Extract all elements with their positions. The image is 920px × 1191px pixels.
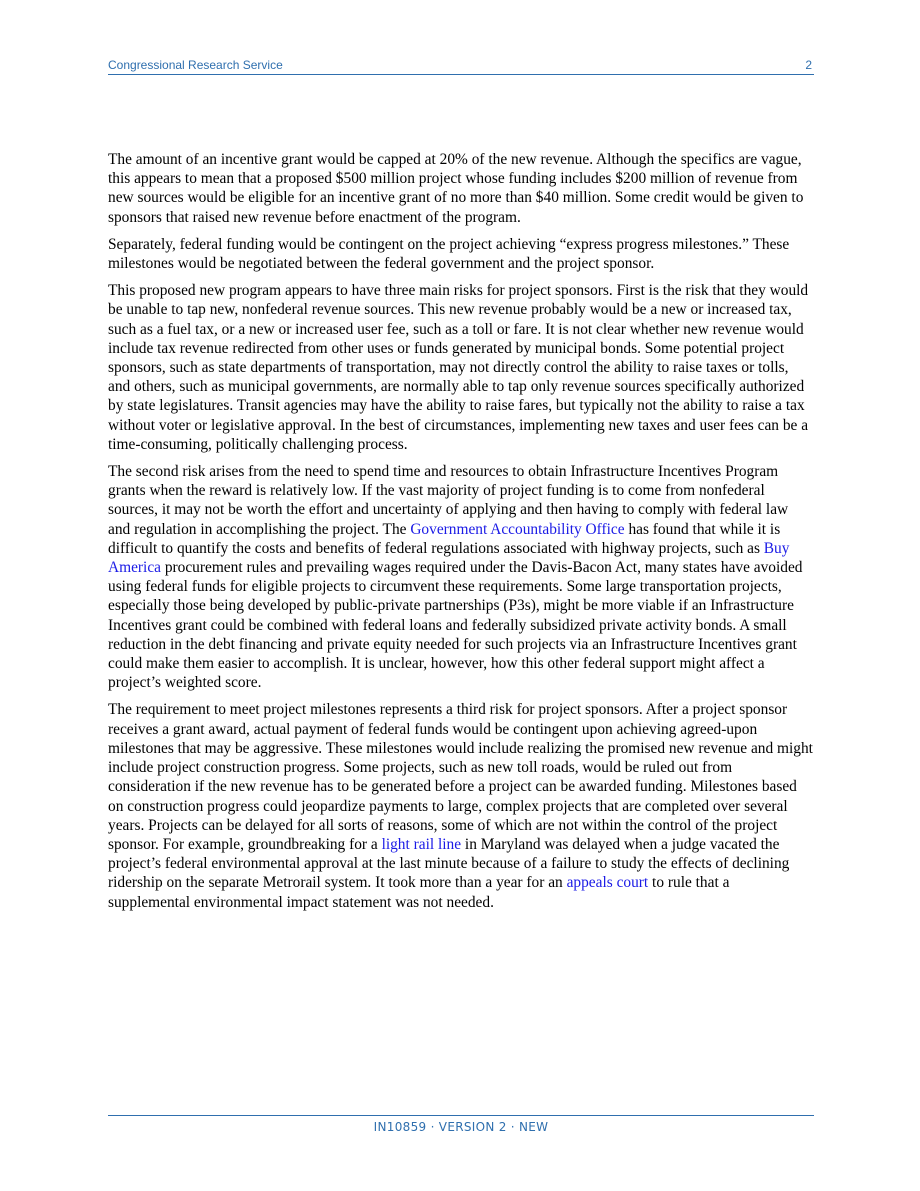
footer-document-id: IN10859 · VERSION 2 · NEW [373, 1120, 549, 1134]
paragraph-text: in Maryland was delayed when a judge vacated the project’s federal environmental approval at the last minute because of a failure to study the effects of declining ridership on the separate Metrorail system. It took more than a year for an [108, 835, 790, 892]
link-light-rail-line[interactable]: light rail line [381, 835, 462, 853]
paragraph-incentive-grant-cap: The amount of an incentive grant would be capped at 20% of the new revenue. Although the specifics are vague, this appears to mean that a proposed $500 million project whose funding includes $200 million of revenue from new sources would be eligible for an incentive grant of no more than $40 million. Some credit would be given to sponsors that raised new revenue before enactment of the program. [108, 151, 804, 226]
paragraph-text: has found that while it is difficult to quantify the costs and benefits of federal regulations associated with highway projects, such as [108, 520, 781, 557]
paragraph-progress-milestones: Separately, federal funding would be contingent on the project achieving “express progress milestones.” These milestones would be negotiated between the federal government and the project sponsor. [108, 235, 790, 273]
link-government-accountability-office[interactable]: Government Accountability Office [410, 520, 625, 538]
paragraph-second-risk [108, 462, 814, 692]
header-page-number: 2 [805, 58, 812, 72]
paragraph-first-risk: This proposed new program appears to have three main risks for project sponsors. First is the risk that they would be unable to tap new, nonfederal revenue sources. This new revenue probably would be a new or increased tax, such as a fuel tax, or a new or increased user fee, such as a toll or fare. It is not clear whether new revenue would include tax revenue redirected from other uses or funds generated by municipal bonds. Some potential project sponsors, such as state departments of transportation, may not directly control the ability to raise taxes or tolls, and others, such as municipal governments, are normally able to tap only revenue sources specifically authorized by state legislatures. Transit agencies may have the ability to raise fares, but typically not the ability to raise a tax without voter or legislative approval. In the best of circumstances, implementing new taxes and user fees can be a time-consuming, politically challenging process. [108, 282, 809, 453]
paragraph-text: The requirement to meet project milestones represents a third risk for project sponsors. After a project sponsor receives a grant award, actual payment of federal funds would be contingent upon achieving agreed-upon milestones that may be aggressive. These milestones would include realizing the promised new revenue and might include project construction progress. Some projects, such as new toll roads, would be ruled out from consideration if the new revenue has to be generated before a project can be awarded funding. Milestones based on construction progress could jeopardize payments to large, complex projects that are completed over several years. Projects can be delayed for all sorts of reasons, some of which are not within the control of the project sponsor. For example, groundbreaking for a [108, 701, 813, 853]
link-appeals-court[interactable]: appeals court [566, 874, 649, 892]
link-buy-america[interactable]: Buy America [108, 539, 790, 577]
paragraph-text: procurement rules and prevailing wages required under the Davis-Bacon Act, many states have avoided using federal funds for eligible projects to circumvent these requirements. Some large transportation projects, especially those being developed by public-private partnerships (P3s), might be more viable if an Infrastructure Incentives grant could be combined with federal loans and federally subsidized private activity bonds. A small reduction in the debt financing and private equity needed for such projects via an Infrastructure Incentives grant could make them easier to accomplish. It is unclear, however, how this other federal support might affect a project’s weighted score. [108, 559, 803, 692]
page-footer [108, 1115, 814, 1134]
paragraph-text: The second risk arises from the need to spend time and resources to obtain Infrastructure Incentives Program grants when the reward is relatively low. If the vast majority of project funding is to come from nonfederal sources, it may not be worth the effort and uncertainty of applying and then having to comply with federal law and regulation in accomplishing the project. The [108, 463, 789, 538]
paragraph-third-risk [108, 700, 814, 911]
paragraph-text: to rule that a supplemental environmental impact statement was not needed. [108, 874, 730, 911]
header-organization: Congressional Research Service [108, 58, 283, 72]
document-body [108, 150, 814, 920]
page-header [108, 58, 814, 75]
